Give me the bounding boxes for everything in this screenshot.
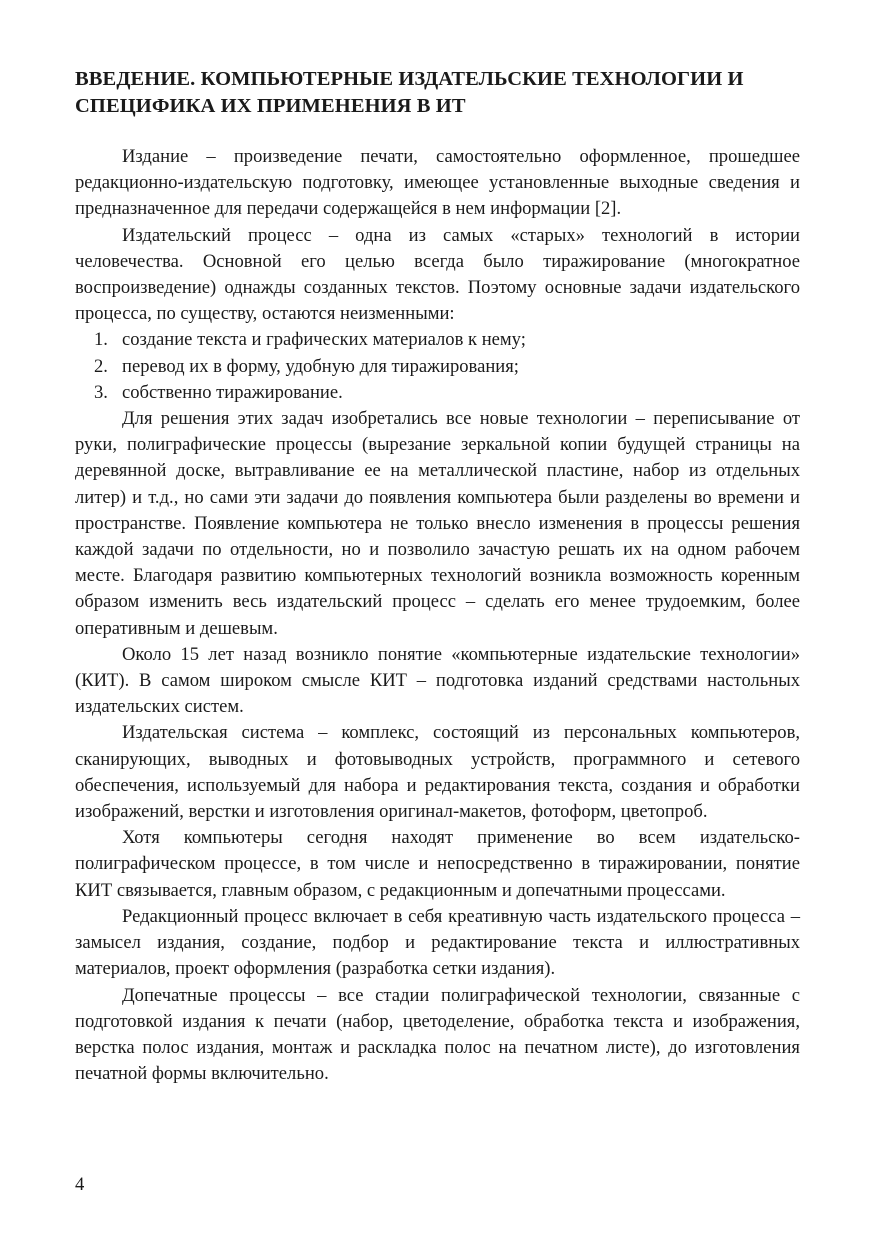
paragraph: Издательский процесс – одна из самых «старых» технологий в истории человечества. Основной его целью всегда было тиражирование (многократное воспроизведение) однажды созданных текстов. Поэтому основные задачи издательского процесса, по существу, остаются неизменными: <box>75 224 800 325</box>
paragraph: Редакционный процесс включает в себя креативную часть издательского процесса – замысел издания, создание, подбор и редактирование текста и иллюстративных материалов, проект оформления (разработка сетки издания). <box>75 905 800 980</box>
body-text <box>75 144 800 1087</box>
list-item-number: 1. <box>94 329 108 351</box>
list-item <box>75 327 800 353</box>
list-item-number: 2. <box>94 355 108 377</box>
list-item-text: перевод их в форму, удобную для тиражирования; <box>122 355 519 377</box>
document-page <box>75 66 800 1087</box>
paragraph: Для решения этих задач изобретались все новые технологии – переписывание от руки, полиграфические процессы (вырезание зеркальной копии будущей страницы на деревянной доске, вытравливание ее на металлической пластине, набор из отдельных литер) и т.д., но сами эти задачи до появления компьютера были разделены во времени и пространстве. Появление компьютера не только внесло изменения в процессы решения каждой задачи по отдельности, но и позволило зачастую решать их на одном рабочем месте. Благодаря развитию компьютерных технологий возникла возможность коренным образом изменить весь издательский процесс – сделать его менее трудоемким, более оперативным и дешевым. <box>75 408 800 639</box>
paragraph: Хотя компьютеры сегодня находят применение во всем издательско-полиграфическом процессе, в том числе и непосредственно в тиражировании, понятие КИТ связывается, главным образом, с редакционным и допечатными процессами. <box>75 827 800 901</box>
list-item-text: собственно тиражирование. <box>122 381 343 403</box>
chapter-title: ВВЕДЕНИЕ. КОМПЬЮТЕРНЫЕ ИЗДАТЕЛЬСКИЕ ТЕХНОЛОГИИ И СПЕЦИФИКА ИХ ПРИМЕНЕНИЯ В ИТ <box>75 68 744 117</box>
paragraph: Издание – произведение печати, самостоятельно оформленное, прошедшее редакционно-издательскую подготовку, имеющее установленные выходные сведения и предназначенное для передачи содержащейся в нем информации [2]. <box>75 146 800 220</box>
page-number: 4 <box>75 1174 85 1195</box>
list-item <box>75 380 800 406</box>
paragraph: Около 15 лет назад возникло понятие «компьютерные издательские технологии» (КИТ). В самом широком смысле КИТ – подготовка изданий средствами настольных издательских систем. <box>75 643 800 718</box>
list-item-number: 3. <box>94 381 108 403</box>
tasks-list <box>75 327 800 406</box>
paragraph: Издательская система – комплекс, состоящий из персональных компьютеров, сканирующих, выводных и фотовыводных устройств, программного и сетевого обеспечения, используемый для набора и редактирования текста, создания и обработки изображений, верстки и изготовления оригинал-макетов, фотоформ, цветопроб. <box>75 722 800 823</box>
list-item-text: создание текста и графических материалов к нему; <box>122 329 526 351</box>
paragraph: Допечатные процессы – все стадии полиграфической технологии, связанные с подготовкой издания к печати (набор, цветоделение, обработка текста и изображения, верстка полос издания, монтаж и раскладка полос на печатном листе), до изготовления печатной формы включительно. <box>75 984 800 1085</box>
list-item <box>75 354 800 380</box>
